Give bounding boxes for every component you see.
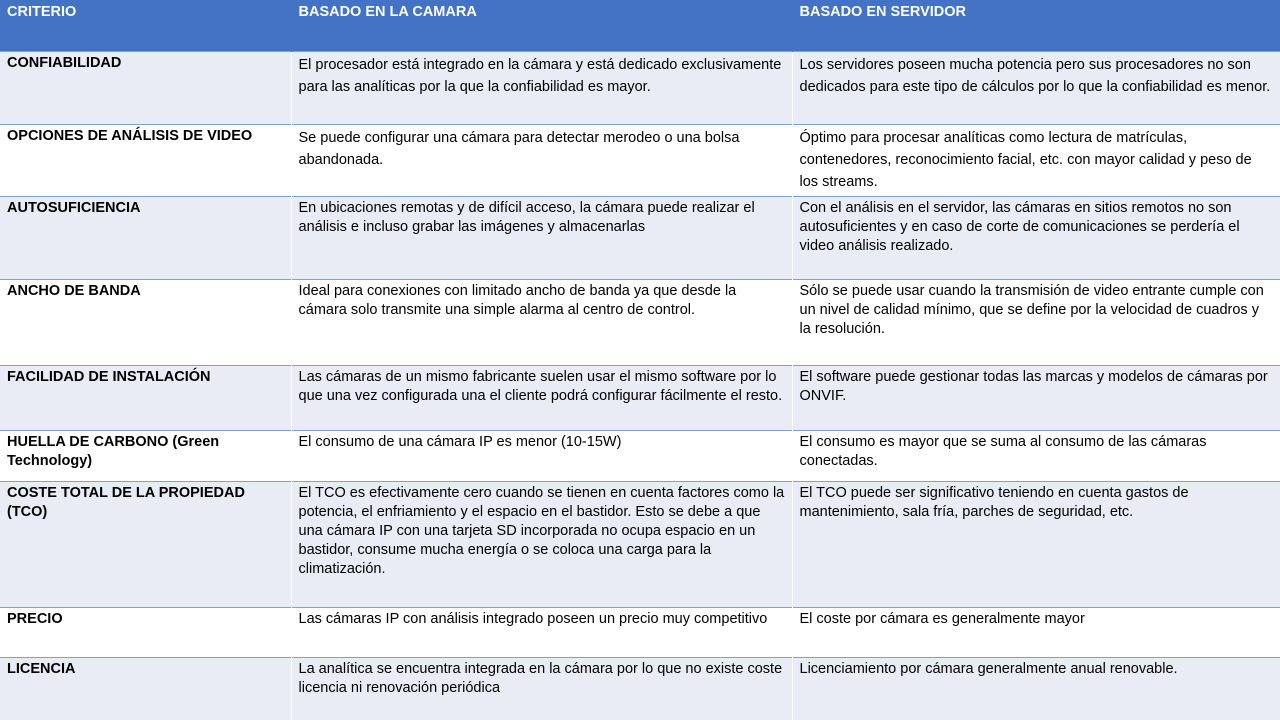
servidor-cell: Sólo se puede usar cuando la transmisión de video entrante cumple con un nivel de calidad mínimo, que se define por la velocidad de cuadros y la resolución.	[792, 280, 1280, 366]
criterio-cell: OPCIONES DE ANÁLISIS DE VIDEO	[0, 125, 291, 197]
table-row	[0, 280, 1280, 366]
table-row	[0, 658, 1280, 720]
criterio-cell: PRECIO	[0, 608, 291, 658]
header-camara: BASADO EN LA CAMARA	[291, 0, 792, 52]
servidor-cell: Licenciamiento por cámara generalmente anual renovable.	[792, 658, 1280, 720]
camara-cell: Se puede configurar una cámara para detectar merodeo o una bolsa abandonada.	[291, 125, 792, 197]
camara-cell: Ideal para conexiones con limitado ancho de banda ya que desde la cámara solo transmite una simple alarma al centro de control.	[291, 280, 792, 366]
camara-cell: Las cámaras de un mismo fabricante suelen usar el mismo software por lo que una vez configurada una el cliente podrá configurar fácilmente el resto.	[291, 366, 792, 431]
header-servidor: BASADO EN SERVIDOR	[792, 0, 1280, 52]
table-row	[0, 197, 1280, 280]
table-row	[0, 125, 1280, 197]
servidor-cell: Los servidores poseen mucha potencia pero sus procesadores no son dedicados para este tipo de cálculos por lo que la confiabilidad es menor.	[792, 52, 1280, 125]
camara-cell: El procesador está integrado en la cámara y está dedicado exclusivamente para las analíticas por la que la confiabilidad es mayor.	[291, 52, 792, 125]
servidor-cell: Óptimo para procesar analíticas como lectura de matrículas, contenedores, reconocimiento facial, etc. con mayor calidad y peso de los streams.	[792, 125, 1280, 197]
servidor-cell: Con el análisis en el servidor, las cámaras en sitios remotos no son autosuficientes y en caso de corte de comunicaciones se perdería el video análisis realizado.	[792, 197, 1280, 280]
criterio-cell: FACILIDAD DE INSTALACIÓN	[0, 366, 291, 431]
criterio-cell: COSTE TOTAL DE LA PROPIEDAD (TCO)	[0, 482, 291, 608]
criterio-cell: ANCHO DE BANDA	[0, 280, 291, 366]
criterio-cell: CONFIABILIDAD	[0, 52, 291, 125]
camara-cell: El consumo de una cámara IP es menor (10-15W)	[291, 431, 792, 482]
servidor-cell: El coste por cámara es generalmente mayor	[792, 608, 1280, 658]
criterio-cell: LICENCIA	[0, 658, 291, 720]
servidor-cell: El TCO puede ser significativo teniendo en cuenta gastos de mantenimiento, sala fría, parches de seguridad, etc.	[792, 482, 1280, 608]
table-row	[0, 482, 1280, 608]
camara-cell: La analítica se encuentra integrada en la cámara por lo que no existe coste licencia ni renovación periódica	[291, 658, 792, 720]
table-row	[0, 52, 1280, 125]
table-row	[0, 366, 1280, 431]
servidor-cell: El consumo es mayor que se suma al consumo de las cámaras conectadas.	[792, 431, 1280, 482]
criterio-cell: AUTOSUFICIENCIA	[0, 197, 291, 280]
camara-cell: En ubicaciones remotas y de difícil acceso, la cámara puede realizar el análisis e incluso grabar las imágenes y almacenarlas	[291, 197, 792, 280]
camara-cell: El TCO es efectivamente cero cuando se tienen en cuenta factores como la potencia, el enfriamiento y el espacio en el bastidor. Esto se debe a que una cámara IP con una tarjeta SD incorporada no ocupa espacio en un bastidor, consume mucha energía o se coloca una carga para la climatización.	[291, 482, 792, 608]
camara-cell: Las cámaras IP con análisis integrado poseen un precio muy competitivo	[291, 608, 792, 658]
table-row	[0, 431, 1280, 482]
criterio-cell: HUELLA DE CARBONO (Green Technology)	[0, 431, 291, 482]
servidor-cell: El software puede gestionar todas las marcas y modelos de cámaras por ONVIF.	[792, 366, 1280, 431]
header-row	[0, 0, 1280, 52]
header-criterio: CRITERIO	[0, 0, 291, 52]
table-row	[0, 608, 1280, 658]
